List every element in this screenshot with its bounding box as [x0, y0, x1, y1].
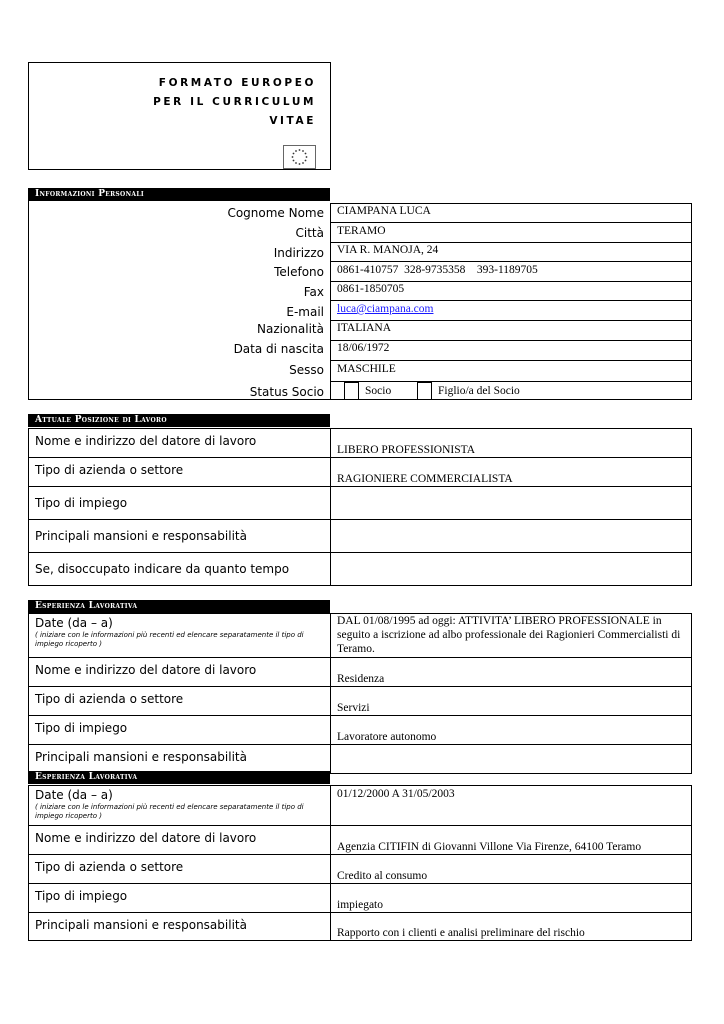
- value-datore: LIBERO PROFESSIONISTA: [331, 429, 692, 458]
- value-settore: RAGIONIERE COMMERCIALISTA: [331, 458, 692, 487]
- table-row: [29, 687, 692, 716]
- header-line-3: VITAE: [269, 115, 316, 127]
- table-row: [29, 458, 692, 487]
- exp2-value-settore: Credito al consumo: [331, 855, 692, 884]
- header-line-1: FORMATO EUROPEO: [158, 77, 316, 89]
- exp2-label-mansioni: Principali mansioni e responsabilità: [29, 913, 331, 941]
- current-position-table: [28, 428, 692, 586]
- exp2-label-settore: Tipo di azienda o settore: [29, 855, 331, 884]
- exp2-label-impiego: Tipo di impiego: [29, 884, 331, 913]
- table-row: [29, 786, 692, 826]
- label-datore: Nome e indirizzo del datore di lavoro: [29, 429, 331, 458]
- table-row: [29, 745, 692, 774]
- exp2-value-impiego: impiegato: [331, 884, 692, 913]
- exp1-value-settore: Servizi: [331, 687, 692, 716]
- experience-2-table: [28, 785, 692, 941]
- value-data-nascita: 18/06/1972: [337, 342, 390, 354]
- section-experience-2: Esperienza Lavorativa: [28, 771, 330, 784]
- eu-flag-icon: [283, 145, 316, 169]
- label-impiego: Tipo di impiego: [29, 487, 331, 520]
- exp1-value-datore: Residenza: [331, 658, 692, 687]
- value-disoccupato: [331, 553, 692, 586]
- exp1-label-impiego: Tipo di impiego: [29, 716, 331, 745]
- exp1-date-note: ( iniziare con le informazioni più recenti ed elencare separatamente il tipo di impiego ricoperto ): [35, 631, 304, 648]
- table-row: [29, 716, 692, 745]
- section-experience-1: Esperienza Lavorativa: [28, 600, 330, 613]
- status-figlio-checkbox[interactable]: [417, 382, 432, 400]
- status-socio-checkbox[interactable]: [344, 382, 359, 400]
- exp1-label-settore: Tipo di azienda o settore: [29, 687, 331, 716]
- table-row: [29, 884, 692, 913]
- label-telefono: Telefono: [274, 265, 324, 279]
- status-option-socio: Socio: [365, 385, 392, 397]
- label-nazionalita: Nazionalità: [257, 322, 324, 336]
- exp1-date-value: DAL 01/08/1995 ad oggi: ATTIVITA’ LIBERO PROFESSIONALE in seguito a iscrizione ad albo professionale dei Ragionieri Commercialisti di Teramo.: [331, 614, 692, 658]
- exp2-date-cell: [29, 786, 331, 826]
- value-fax: 0861-1850705: [337, 283, 405, 295]
- experience-1-table: [28, 613, 692, 774]
- label-mansioni: Principali mansioni e responsabilità: [29, 520, 331, 553]
- label-status-socio: Status Socio: [249, 385, 324, 399]
- value-citta: TERAMO: [337, 225, 386, 237]
- table-row: [29, 913, 692, 941]
- exp1-label-mansioni: Principali mansioni e responsabilità: [29, 745, 331, 774]
- value-sesso: MASCHILE: [337, 363, 396, 375]
- value-cognome-nome: CIAMPANA LUCA: [337, 205, 431, 217]
- label-fax: Fax: [303, 285, 324, 299]
- table-row: [29, 658, 692, 687]
- exp2-date-note: ( iniziare con le informazioni più recenti ed elencare separatamente il tipo di impiego ricoperto ): [35, 803, 304, 820]
- exp2-label-datore: Nome e indirizzo del datore di lavoro: [29, 826, 331, 855]
- table-row: [29, 520, 692, 553]
- label-sesso: Sesso: [289, 363, 324, 377]
- table-row: [29, 614, 692, 658]
- value-mansioni: [331, 520, 692, 553]
- header-line-2: PER IL CURRICULUM: [153, 96, 316, 108]
- exp2-date-value: 01/12/2000 A 31/05/2003: [331, 786, 692, 826]
- exp1-value-mansioni: [331, 745, 692, 774]
- label-settore: Tipo di azienda o settore: [29, 458, 331, 487]
- status-option-figlio: Figlio/a del Socio: [438, 385, 520, 397]
- exp1-value-impiego: Lavoratore autonomo: [331, 716, 692, 745]
- table-row: [29, 826, 692, 855]
- section-current-position: Attuale Posizione di Lavoro: [28, 414, 330, 427]
- value-indirizzo: VIA R. MANOJA, 24: [337, 244, 439, 256]
- exp2-value-mansioni: Rapporto con i clienti e analisi preliminare del rischio: [331, 913, 692, 941]
- table-row: [29, 429, 692, 458]
- label-disoccupato: Se, disoccupato indicare da quanto tempo: [29, 553, 331, 586]
- table-row: [29, 487, 692, 520]
- label-citta: Città: [295, 226, 324, 240]
- label-cognome-nome: Cognome Nome: [227, 206, 324, 220]
- value-impiego: [331, 487, 692, 520]
- exp1-date-cell: [29, 614, 331, 658]
- value-telefono: 0861-410757 328-9735358 393-1189705: [337, 264, 538, 276]
- label-email: E-mail: [286, 305, 324, 319]
- email-link[interactable]: luca@ciampana.com: [337, 303, 434, 315]
- section-personal-info: Informazioni Personali: [28, 188, 330, 201]
- exp1-date-label: Date (da – a): [35, 616, 113, 630]
- exp1-label-datore: Nome e indirizzo del datore di lavoro: [29, 658, 331, 687]
- label-indirizzo: Indirizzo: [273, 246, 324, 260]
- label-data-nascita: Data di nascita: [233, 342, 324, 356]
- table-row: [29, 553, 692, 586]
- exp2-value-datore: Agenzia CITIFIN di Giovanni Villone Via Firenze, 64100 Teramo: [331, 826, 692, 855]
- exp2-date-label: Date (da – a): [35, 788, 113, 802]
- value-nazionalita: ITALIANA: [337, 322, 392, 334]
- cv-header-box: [28, 62, 331, 170]
- table-row: [29, 855, 692, 884]
